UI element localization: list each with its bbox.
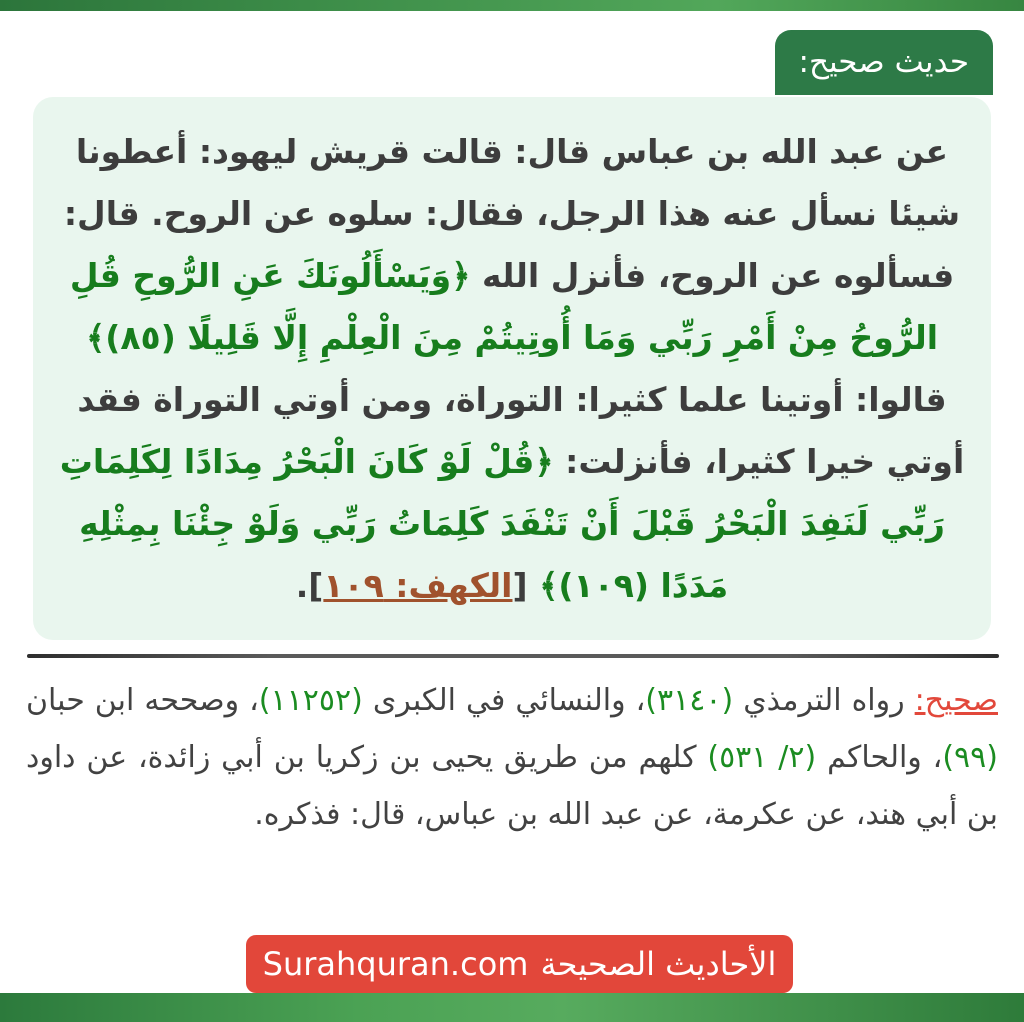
grade-word-link[interactable]: صحيح: — [914, 683, 998, 718]
takhrij-text-segment: كلهم من طريق يحيى بن زكريا بن أبي زائدة، عن داود بن أبي هند، عن عكرمة، عن عبد الله بن عباس، قال: فذكره. — [26, 740, 998, 832]
section-divider — [27, 654, 999, 658]
ibn-hibban-number: (٩٩) — [942, 740, 998, 775]
quran-verse-kahf-109: ﴿قُلْ لَوْ كَانَ الْبَحْرُ مِدَادًا لِكَلِمَاتِ رَبِّي لَنَفِدَ الْبَحْرُ قَبْلَ أَنْ تَنْفَدَ كَلِمَاتُ رَبِّي وَلَوْ جِئْنَا بِمِثْلِهِ مَدَدًا (١٠٩)﴾ — [59, 441, 945, 605]
bracket-open: [ — [512, 565, 540, 605]
hakim-number: (٢/ ٥٣١) — [707, 740, 817, 775]
site-link-button[interactable] — [246, 935, 793, 993]
takhrij-text-segment: ، والحاكم — [816, 740, 943, 775]
takhrij-text-segment: ، والنسائي في الكبرى — [362, 683, 646, 718]
site-link-domain-label: Surahquran.com — [262, 945, 529, 983]
nasai-number: (١١٢٥٢) — [258, 683, 363, 718]
tirmidhi-number: (٣١٤٠) — [645, 683, 734, 718]
bottom-gradient-bar — [0, 993, 1024, 1022]
hadith-narration-segment: عن عبد الله بن عباس قال: قالت قريش ليهود: أعطونا شيئا نسأل عنه هذا الرجل، فقال: سلوه عن الروح. قال: فسألوه عن الروح، فأنزل الله — [63, 131, 961, 295]
surah-reference-link[interactable]: الكهف: ١٠٩ — [323, 565, 513, 605]
hadith-text-box — [33, 97, 991, 640]
site-link-arabic-label: الأحاديث الصحيحة — [540, 945, 777, 983]
top-gradient-bar — [0, 0, 1024, 11]
takhrij-text-segment: رواه الترمذي — [733, 683, 915, 718]
takhrij-paragraph — [26, 672, 998, 912]
takhrij-text-segment: ، وصححه ابن حبان — [26, 683, 259, 718]
hadith-text — [59, 121, 965, 617]
hadith-grade-badge — [775, 30, 994, 95]
quran-verse-isra-85: ﴿وَيَسْأَلُونَكَ عَنِ الرُّوحِ قُلِ الرُّوحُ مِنْ أَمْرِ رَبِّي وَمَا أُوتِيتُمْ مِنَ الْعِلْمِ إِلَّا قَلِيلًا (٨٥)﴾ — [69, 255, 939, 357]
hadith-narration-segment: قالوا: أوتينا علما كثيرا: التوراة، ومن أوتي التوراة فقد أوتي خيرا كثيرا، فأنزلت: — [77, 379, 965, 481]
bracket-close: ]. — [295, 565, 324, 605]
hadith-grade-badge-label: حديث صحيح: — [798, 44, 969, 80]
